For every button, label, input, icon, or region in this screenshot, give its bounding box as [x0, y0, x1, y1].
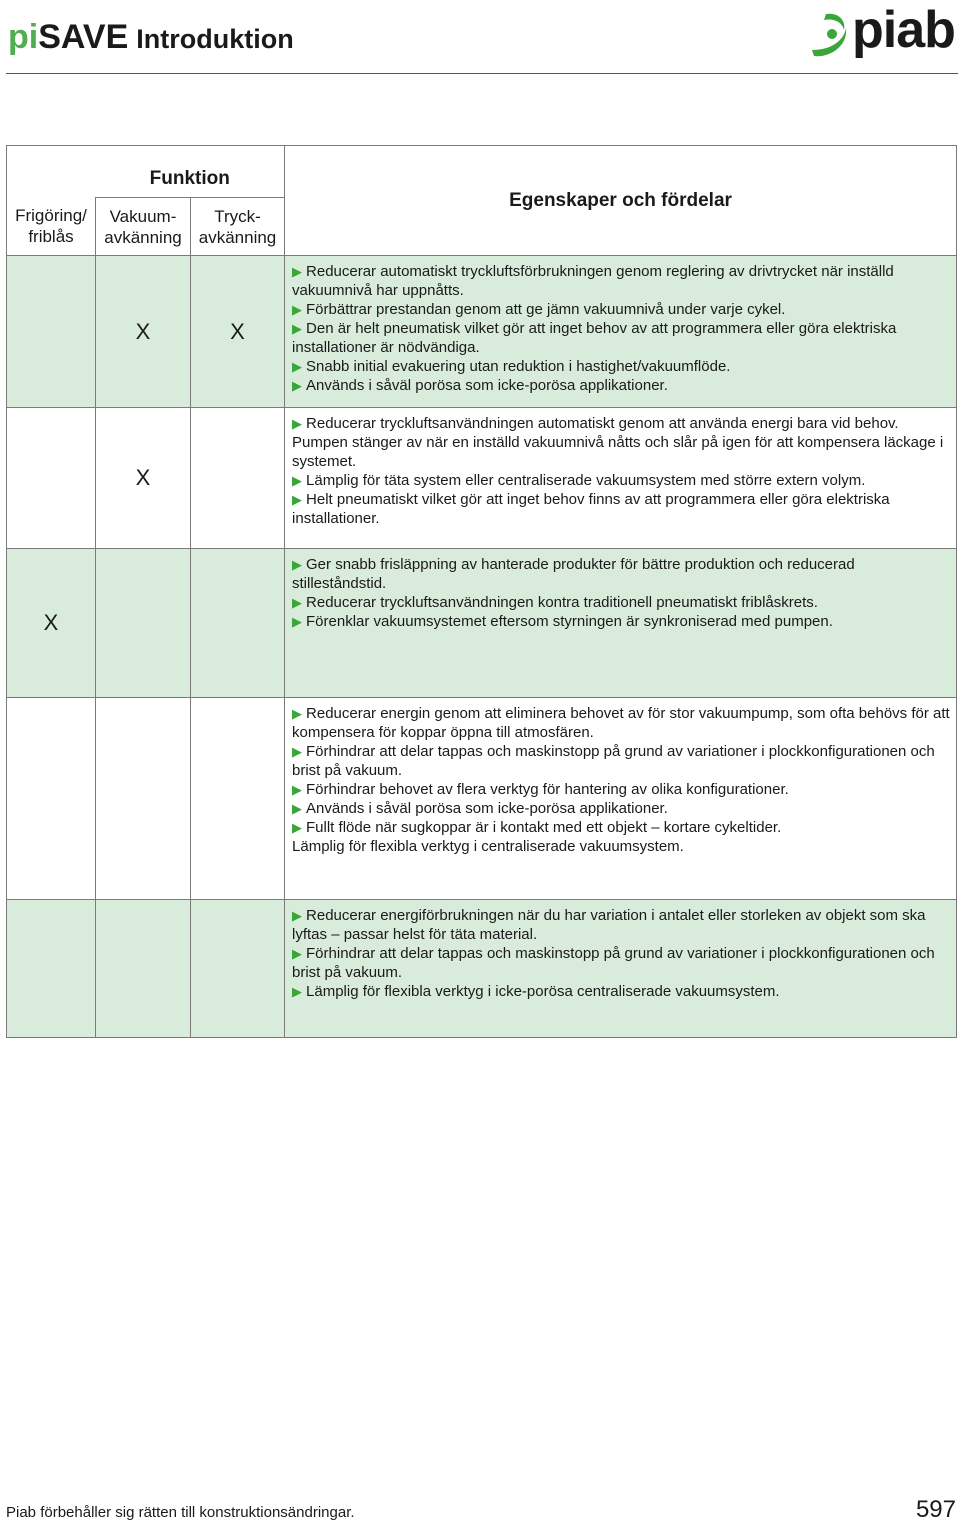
- list-item: ▶ Reducerar energiförbrukningen när du har variation i antalet eller storleken av objekt som ska lyftas – passar helst för täta material.: [292, 907, 926, 943]
- bullet-triangle-icon: ▶: [292, 984, 303, 999]
- bullet-triangle-icon: ▶: [292, 820, 303, 835]
- mark-release: [7, 698, 96, 900]
- list-item-tail: Lämplig för flexibla verktyg i centraliserade vakuumsystem.: [292, 838, 684, 855]
- list-item: ▶ Den är helt pneumatisk vilket gör att inget behov av att programmera eller göra elektriska installationer är nödvändiga.: [292, 320, 897, 356]
- mark-vacuum: X: [96, 256, 191, 408]
- mark-release: X: [7, 549, 96, 698]
- features-header: Egenskaper och fördelar: [285, 146, 957, 256]
- list-item: ▶ Lämplig för flexibla verktyg i icke-porösa centraliserade vakuumsystem.: [292, 983, 780, 1000]
- piab-swoosh-icon: [808, 6, 852, 62]
- list-item: ▶ Reducerar automatiskt tryckluftsförbrukningen genom reglering av drivtrycket när inställd vakuumnivå har uppnåtts.: [292, 263, 894, 299]
- mark-release: [7, 256, 96, 408]
- bullet-triangle-icon: ▶: [292, 492, 303, 507]
- feature-list: [285, 408, 957, 549]
- mark-vacuum: [96, 549, 191, 698]
- feature-list: [285, 698, 957, 900]
- mark-release: [7, 408, 96, 549]
- table-row: [7, 900, 957, 1038]
- table-row: [7, 549, 957, 698]
- list-item: ▶ Förbättrar prestandan genom att ge jämn vakuumnivå under varje cykel.: [292, 301, 786, 318]
- mark-pressure: [191, 549, 285, 698]
- title-save: SAVE: [38, 18, 129, 56]
- mark-vacuum: [96, 698, 191, 900]
- bullet-triangle-icon: ▶: [292, 908, 303, 923]
- col-header-pressure: Tryck- avkänning: [191, 198, 285, 256]
- feature-list: [285, 549, 957, 698]
- list-item: ▶ Förenklar vakuumsystemet eftersom styrningen är synkroniserad med pumpen.: [292, 613, 833, 630]
- bullet-triangle-icon: ▶: [292, 302, 303, 317]
- table-row: [7, 408, 957, 549]
- list-item: ▶ Används i såväl porösa som icke-porösa applikationer.: [292, 377, 668, 394]
- list-item: ▶ Förhindrar att delar tappas och maskinstopp på grund av variationer i plockkonfigurationen och brist på vakuum.: [292, 743, 935, 779]
- table-row: [7, 256, 957, 408]
- table-row: [7, 698, 957, 900]
- logo-wordmark: piab: [852, 1, 955, 59]
- page-title: [8, 18, 294, 57]
- header-row-1: [7, 146, 957, 198]
- feature-list: [285, 256, 957, 408]
- title-introduction: Introduktion: [136, 24, 294, 54]
- bullet-triangle-icon: ▶: [292, 946, 303, 961]
- mark-vacuum: [96, 900, 191, 1038]
- footer-note: Piab förbehåller sig rätten till konstruktionsändringar.: [6, 1504, 355, 1521]
- mark-pressure: X: [191, 256, 285, 408]
- bullet-triangle-icon: ▶: [292, 416, 303, 431]
- page-number: 597: [915, 1496, 956, 1523]
- bullet-triangle-icon: ▶: [292, 614, 303, 629]
- title-pi: pi: [8, 18, 39, 56]
- list-item: ▶ Reducerar tryckluftsanvändningen automatiskt genom att använda energi bara vid behov. Pumpen stänger av när en inställd vakuumnivå nåtts och slår på igen för att kompensera läckage i systemet.: [292, 415, 944, 470]
- list-item: ▶ Ger snabb frisläppning av hanterade produkter för bättre produktion och reducerad stilleståndstid.: [292, 556, 855, 592]
- feature-list: [285, 900, 957, 1038]
- bullet-triangle-icon: ▶: [292, 706, 303, 721]
- bullet-triangle-icon: ▶: [292, 264, 303, 279]
- features-table: [6, 145, 957, 1038]
- mark-vacuum: X: [96, 408, 191, 549]
- bullet-triangle-icon: ▶: [292, 801, 303, 816]
- mark-pressure: [191, 408, 285, 549]
- bullet-triangle-icon: ▶: [292, 595, 303, 610]
- mark-pressure: [191, 900, 285, 1038]
- bullet-triangle-icon: ▶: [292, 744, 303, 759]
- list-item: ▶ Lämplig för täta system eller centraliserade vakuumsystem med större extern volym.: [292, 472, 866, 489]
- list-item: ▶ Reducerar tryckluftsanvändningen kontra traditionell pneumatiskt friblåskrets.: [292, 594, 818, 611]
- list-item: ▶ Snabb initial evakuering utan reduktion i hastighet/vakuumflöde.: [292, 358, 731, 375]
- list-item: ▶ Reducerar energin genom att eliminera behovet av för stor vakuumpump, som ofta behövs för att kompensera för koppar öppna till atmosfären.: [292, 705, 950, 741]
- list-item: ▶ Används i såväl porösa som icke-porösa applikationer.: [292, 800, 668, 817]
- bullet-triangle-icon: ▶: [292, 557, 303, 572]
- function-header: Funktion: [96, 146, 285, 198]
- bullet-triangle-icon: ▶: [292, 378, 303, 393]
- list-item: ▶ Förhindrar behovet av flera verktyg för hantering av olika konfigurationer.: [292, 781, 789, 798]
- header-rule: [6, 73, 958, 74]
- list-item: ▶ Helt pneumatiskt vilket gör att inget behov finns av att programmera eller göra elektriska installationer.: [292, 491, 890, 527]
- list-item: ▶ Förhindrar att delar tappas och maskinstopp på grund av variationer i plockkonfigurationen och brist på vakuum.: [292, 945, 935, 981]
- mark-pressure: [191, 698, 285, 900]
- list-item: ▶ Fullt flöde när sugkoppar är i kontakt med ett objekt – kortare cykeltider.: [292, 819, 782, 836]
- bullet-triangle-icon: ▶: [292, 359, 303, 374]
- bullet-triangle-icon: ▶: [292, 321, 303, 336]
- col-header-release: Frigöring/ friblås: [7, 198, 96, 256]
- piab-logo: [808, 1, 958, 62]
- mark-release: [7, 900, 96, 1038]
- bullet-triangle-icon: ▶: [292, 782, 303, 797]
- col-header-vacuum: Vakuum- avkänning: [96, 198, 191, 256]
- bullet-triangle-icon: ▶: [292, 473, 303, 488]
